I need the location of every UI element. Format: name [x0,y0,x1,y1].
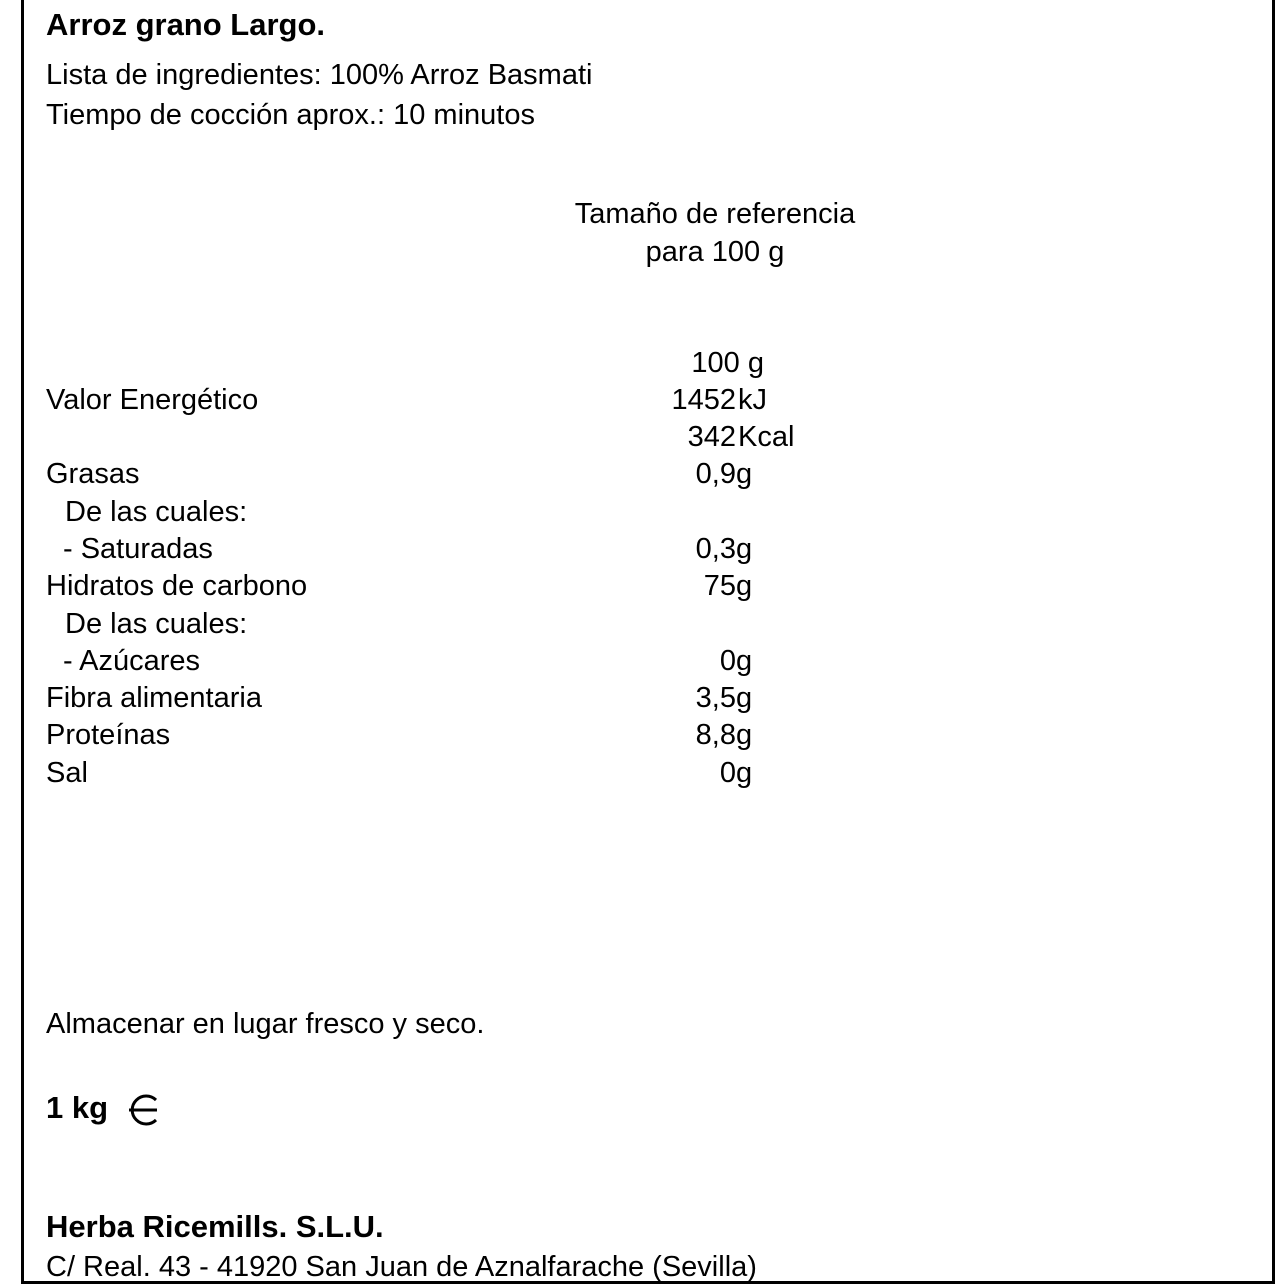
net-weight: 1 kg [46,1090,109,1125]
nutrition-value: 0 [719,757,736,789]
nutrition-column-header: 100 g [691,347,764,379]
nutrition-unit: g [736,757,753,789]
nutrition-unit: g [736,682,753,714]
nutrition-unit: g [736,570,753,602]
nutrition-label: - Saturadas [63,533,213,565]
nutrition-value: 342 [687,421,736,453]
estimated-sign-icon [125,1093,161,1127]
product-title: Arroz grano Largo. [46,7,326,42]
nutrition-unit: g [736,645,753,677]
nutrition-unit: kJ [738,384,767,416]
nutrition-label: Fibra alimentaria [46,682,262,714]
cooking-time-text: Tiempo de cocción aprox.: 10 minutos [46,99,535,131]
nutrition-unit: g [736,719,753,751]
ingredients-text: Lista de ingredientes: 100% Arroz Basmati [46,59,593,91]
nutrition-label: Sal [46,757,88,789]
nutrition-value: 1452 [671,384,736,416]
storage-instructions: Almacenar en lugar fresco y seco. [46,1008,485,1040]
nutrition-value: 0,9 [695,458,736,490]
nutrition-label: Proteínas [46,719,171,751]
nutrition-value: 3,5 [695,682,736,714]
nutrition-value: 0 [719,645,736,677]
nutrition-value: 0,3 [695,533,736,565]
nutrition-unit: g [736,458,753,490]
nutrition-label: Hidratos de carbono [46,570,308,602]
nutrition-label: De las cuales: [65,608,248,640]
label-border [21,0,1275,1284]
reference-size-line2: para 100 g [645,236,785,268]
nutrition-label: Grasas [46,458,140,490]
nutrition-label: Valor Energético [46,384,259,416]
company-address: C/ Real. 43 - 41920 San Juan de Aznalfarache (Sevilla) [46,1251,757,1283]
nutrition-unit: g [736,533,753,565]
nutrition-label: De las cuales: [65,496,248,528]
reference-size-line1: Tamaño de referencia [574,198,856,230]
nutrition-label: - Azúcares [63,645,200,677]
nutrition-unit: Kcal [738,421,795,453]
company-name: Herba Ricemills. S.L.U. [46,1209,384,1244]
nutrition-value: 75 [703,570,736,602]
nutrition-value: 8,8 [695,719,736,751]
